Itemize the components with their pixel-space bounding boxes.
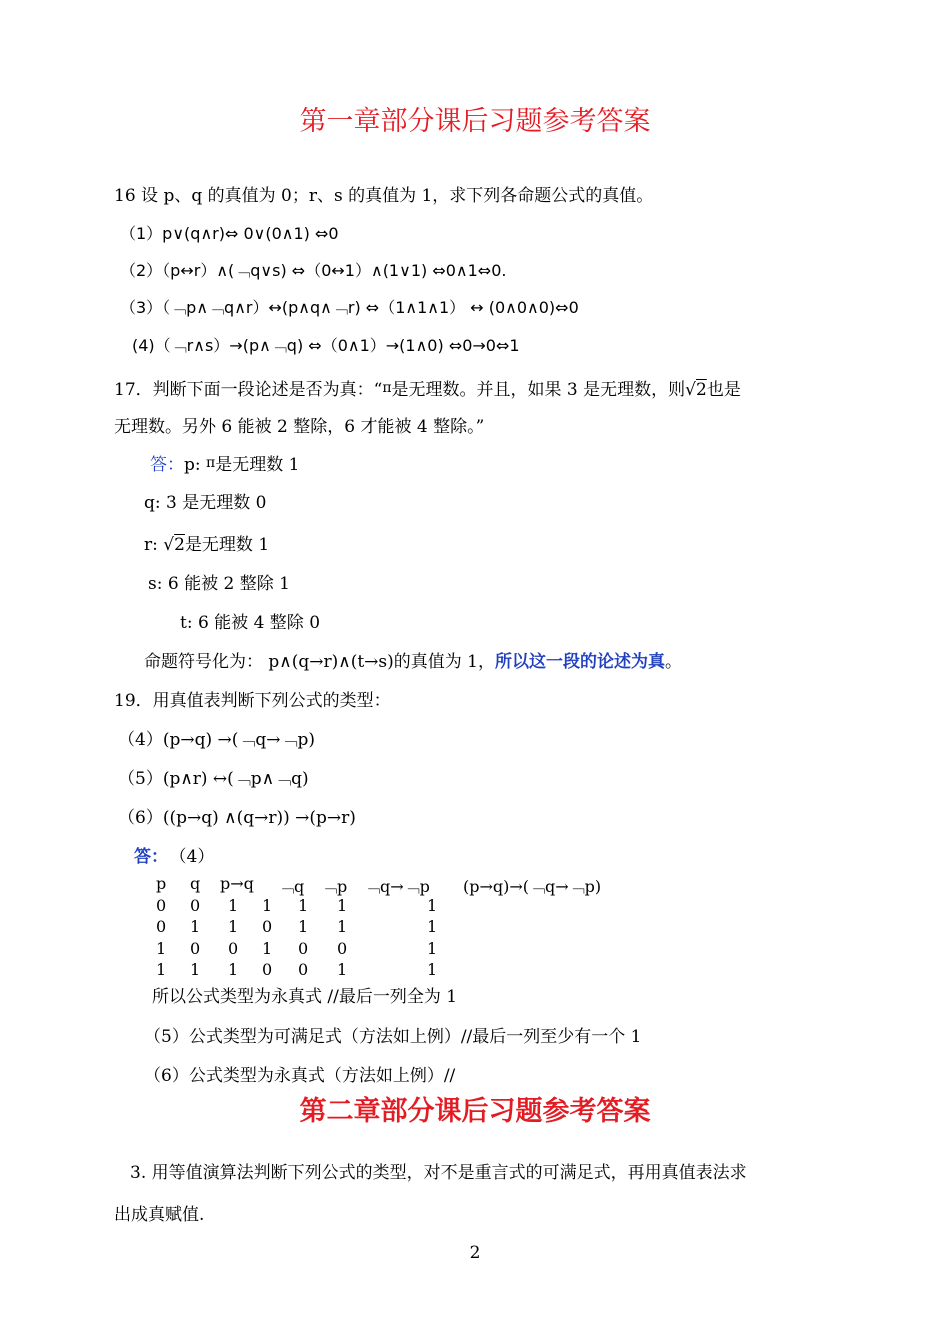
sqrt-symbol: √2 [685, 380, 707, 400]
q17-conclusion [144, 652, 682, 672]
header-cell: ﹁q→﹁p [364, 877, 430, 896]
q19-answer [134, 847, 214, 867]
q16-item-2: （2）（p↔r）∧(﹁q∨s) ⇔（0↔1）∧(1∨1) ⇔0∧1⇔0. [120, 261, 507, 280]
table-cell: 1 [337, 895, 348, 915]
header-cell: q [190, 874, 201, 893]
table-cell: 0 [190, 938, 201, 958]
table-cell: 1 [427, 917, 438, 936]
sqrt-symbol: √2 [163, 535, 185, 555]
table-cell: 0 [298, 938, 309, 958]
q17-stem-line2: 无理数。另外 6 能被 2 整除，6 才能被 4 整除。” [114, 417, 485, 437]
header-cell: p→q [220, 874, 254, 893]
header-cell: p [156, 874, 167, 893]
page-number: 2 [469, 1243, 481, 1263]
q19-result-4: 所以公式类型为永真式 //最后一列全为 1 [152, 987, 458, 1007]
table-cell: 1 [156, 960, 167, 979]
answer-label: 答： [134, 847, 168, 867]
q17-stem-c: 也是 [706, 380, 741, 400]
q19-result-5: （5）公式类型为可满足式（方法如上例）//最后一列至少有一个 1 [144, 1027, 642, 1047]
q17-q-line: q: 3 是无理数 0 [144, 493, 267, 513]
table-cell: 0 [298, 960, 309, 979]
q16-item-4: (4)（﹁r∧s）→(p∧﹁q) ⇔（0∧1）→(1∧0) ⇔0→0⇔1 [132, 336, 520, 355]
r-suffix: 是无理数 1 [184, 535, 270, 555]
q17-r-line [144, 535, 269, 555]
q19-stem: 19．用真值表判断下列公式的类型： [114, 691, 391, 711]
q19-result-6: （6）公式类型为永真式（方法如上例）// [144, 1066, 456, 1086]
p-prefix: p: [184, 455, 207, 475]
q19-item-6: （6）((p→q) ∧(q→r)) →(p→r) [118, 808, 356, 828]
q16-item-1: （1）p∨(q∧r)⇔ 0∨(0∧1) ⇔0 [120, 224, 339, 243]
table-cell: 0 [262, 960, 273, 979]
sqrt-radicand: 2 [696, 380, 707, 400]
header-cell: ﹁q [278, 877, 305, 896]
table-cell: 1 [298, 895, 309, 915]
q17-answer-p [150, 455, 299, 475]
table-cell: 1 [262, 938, 273, 958]
sqrt-radicand: 2 [174, 535, 185, 555]
ch2-q3-line1: 3. 用等值演算法判断下列公式的类型，对不是重言式的可满足式，再用真值表法求 [130, 1163, 747, 1183]
q17-t-line: t: 6 能被 4 整除 0 [180, 613, 321, 633]
table-cell: 1 [337, 917, 348, 936]
table-cell: 1 [190, 917, 201, 936]
answer-label: 答： [150, 455, 184, 475]
table-cell: 1 [427, 895, 438, 915]
q17-stem-line1 [114, 380, 741, 400]
table-cell: 0 [228, 938, 239, 958]
q16-stem: 16 设 p、q 的真值为 0；r、s 的真值为 1，求下列各命题公式的真值。 [114, 186, 654, 206]
table-cell: 1 [427, 960, 438, 979]
table-cell: 0 [156, 917, 167, 936]
ch2-q3-line2: 出成真赋值. [114, 1205, 205, 1225]
p-suffix: 是无理数 1 [215, 455, 300, 475]
answer-part: （4） [178, 847, 215, 867]
r-prefix: r: [144, 535, 164, 555]
conclusion-prefix: 命题符号化为： p∧(q→r)∧(t→s)的真值为 1， [144, 652, 495, 672]
table-cell: 1 [156, 938, 167, 958]
q16-item-3: （3）（﹁p∧﹁q∧r）↔(p∧q∧﹁r) ⇔（1∧1∧1） ↔ (0∧0∧0)⇔0 [120, 298, 579, 317]
table-cell: 0 [337, 938, 348, 958]
q19-item-4: （4）(p→q) →(﹁q→﹁p) [118, 730, 316, 750]
pi-symbol: π [382, 380, 392, 396]
table-cell: 0 [262, 917, 273, 936]
table-cell: 1 [228, 960, 239, 979]
header-cell: ﹁p [321, 877, 348, 896]
table-cell: 1 [228, 917, 239, 936]
conclusion-bold: 所以这一段的论述为真 [494, 652, 665, 672]
conclusion-end: 。 [664, 652, 682, 672]
pi-symbol: π [206, 455, 216, 471]
table-cell: 1 [190, 960, 201, 979]
q17-stem-a: 17．判断下面一段论述是否为真：“ [114, 380, 383, 400]
table-cell: 1 [337, 960, 348, 979]
q17-s-line: s: 6 能被 2 整除 1 [148, 574, 290, 594]
table-cell: 0 [156, 895, 167, 915]
header-cell: (p→q)→(﹁q→﹁p) [463, 877, 602, 896]
q19-item-5: （5）(p∧r) ↔(﹁p∧﹁q) [118, 769, 309, 789]
table-cell: 1 [262, 895, 273, 915]
table-cell: 1 [427, 938, 438, 958]
chapter2-title: 第二章部分课后习题参考答案 [299, 1096, 651, 1127]
table-cell: 1 [298, 917, 309, 936]
chapter1-title: 第一章部分课后习题参考答案 [299, 106, 651, 137]
q17-stem-b: 是无理数。并且，如果 3 是无理数，则 [391, 380, 686, 400]
table-cell: 0 [190, 895, 201, 915]
table-cell: 1 [228, 895, 239, 915]
